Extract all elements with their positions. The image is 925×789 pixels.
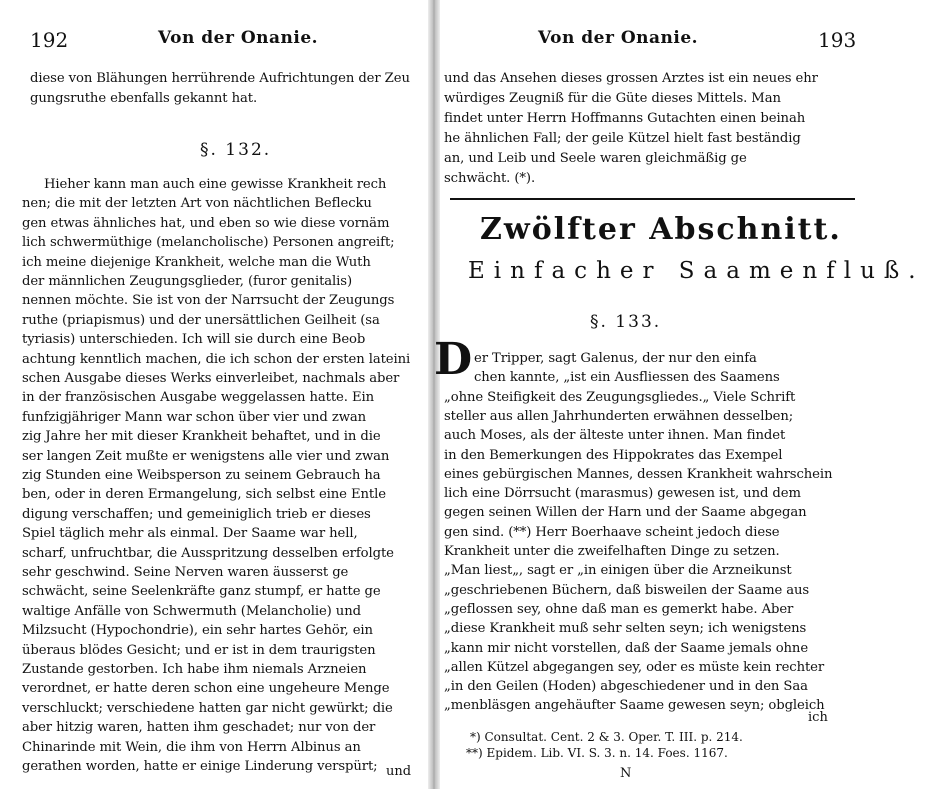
book-gutter: [428, 0, 440, 789]
text-line: he ähnlichen Fall; der geile Kützel hielt fast beständig: [444, 131, 801, 146]
text-line: nennen möchte. Sie ist von der Narrsucht der Zeugungs: [22, 293, 395, 309]
text-line: sehr geschwind. Seine Nerven waren äusserst ge: [22, 565, 349, 580]
text-line: auch Moses, als der älteste unter ihnen. Man findet: [444, 428, 786, 444]
text-line: lich eine Dörrsucht (marasmus) gewesen ist, und dem: [444, 486, 801, 502]
text-line: „ohne Steifigkeit des Zeugungsgliedes.„ Viele Schrift: [444, 389, 796, 405]
text-line: „in den Geilen (Hoden) abgeschiedener und in den Saa: [444, 679, 808, 695]
text-line: verschluckt; verschiedene hatten gar nicht gewürkt; die: [22, 700, 393, 716]
text-line: schen Ausgabe dieses Werks einverleibet, nachmals aber: [22, 371, 400, 386]
section-heading-132: §. 132.: [200, 140, 272, 160]
footnote-2: **) Epidem. Lib. VI. S. 3. n. 14. Foes. 1167.: [466, 746, 728, 760]
section-heading-133: §. 133.: [590, 312, 662, 332]
drop-cap: D: [434, 334, 473, 385]
text-line: schwächt. (*).: [444, 171, 536, 186]
page-number-right: 193: [818, 28, 857, 52]
signature-mark: N: [620, 766, 632, 781]
running-header-left: Von der Onanie.: [158, 28, 319, 48]
text-line: zig Jahre her mit dieser Krankheit behaftet, und in die: [22, 429, 381, 445]
left-page: [0, 0, 428, 789]
text-line: „menbläsgen angehäufter Saame gewesen seyn; obgleich: [444, 698, 825, 714]
text-line: und das Ansehen dieses grossen Arztes ist ein neues ehr: [444, 71, 818, 86]
catchword-left: und: [386, 764, 412, 779]
footnote-1: *) Consultat. Cent. 2 & 3. Oper. T. III. p. 214.: [470, 730, 743, 744]
text-line: „diese Krankheit muß sehr selten seyn; ich wenigstens: [444, 621, 807, 637]
page-number-left: 192: [30, 28, 69, 52]
text-line: digung verschaffen; und gemeiniglich trieb er dieses: [22, 506, 371, 522]
text-line: zig Stunden eine Weibsperson zu seinem Gebrauch ha: [22, 468, 381, 483]
text-line: Krankheit unter die zweifelhaften Dinge zu setzen.: [444, 544, 780, 559]
text-line: ser langen Zeit mußte er wenigstens alle vier und zwan: [22, 448, 390, 464]
text-line: ich meine diejenige Krankheit, welche man die Wuth: [22, 254, 371, 270]
text-line: an, und Leib und Seele waren gleichmäßig ge: [444, 151, 747, 166]
text-line: gen sind. (**) Herr Boerhaave scheint jedoch diese: [444, 524, 780, 540]
right-page: [434, 0, 925, 789]
text-line: lich schwermüthige (melancholische) Personen angreift;: [22, 235, 395, 251]
text-line: „geschriebenen Büchern, daß bisweilen der Saame aus: [444, 582, 810, 598]
text-line: „allen Kützel abgegangen sey, oder es müste kein rechter: [444, 659, 825, 675]
text-line: der männlichen Zeugungsglieder, (furor genitalis): [22, 274, 352, 289]
chapter-subtitle: Einfacher Saamenfluß.: [468, 258, 925, 284]
text-line: Hieher kann man auch eine gewisse Krankheit rech: [44, 177, 387, 192]
text-line: „geflossen sey, ohne daß man es gemerkt habe. Aber: [444, 601, 794, 617]
text-line: er Tripper, sagt Galenus, der nur den einfa: [474, 351, 757, 366]
text-line: tyriasis) unterschieden. Ich will sie durch eine Beob: [22, 332, 366, 348]
catchword-right: ich: [808, 710, 828, 725]
text-line: waltige Anfälle von Schwermuth (Melancholie) und: [22, 603, 361, 619]
text-line: findet unter Herrn Hoffmanns Gutachten einen beinah: [444, 111, 806, 126]
chapter-title: Zwölfter Abschnitt.: [480, 212, 842, 247]
text-line: ruthe (priapismus) und der unersättlichen Geilheit (sa: [22, 312, 380, 328]
text-line: funfzigjähriger Mann war schon über vier und zwan: [22, 409, 367, 425]
text-line: „kann mir nicht vorstellen, daß der Saame jemals ohne: [444, 640, 809, 656]
text-line: „Man liest„, sagt er „in einigen über die Arzneikunst: [444, 563, 792, 579]
chapter-divider-rule: [450, 198, 855, 200]
text-line: gen etwas ähnliches hat, und eben so wie diese vornäm: [22, 215, 390, 231]
text-line: schwächt, seine Seelenkräfte ganz stumpf, er hatte ge: [22, 584, 381, 600]
text-line: verordnet, er hatte deren schon eine ungeheure Menge: [22, 681, 390, 697]
text-line: gerathen worden, hatte er einige Linderung verspürt;: [22, 759, 378, 774]
text-line: gungsruthe ebenfalls gekannt hat.: [30, 91, 258, 106]
text-line: Spiel täglich mehr als einmal. Der Saame war hell,: [22, 526, 358, 542]
text-line: in der französischen Ausgabe weggelassen hatte. Ein: [22, 390, 374, 406]
text-line: Zustande gestorben. Ich habe ihm niemals Arzneien: [22, 662, 367, 677]
text-line: würdiges Zeugniß für die Güte dieses Mittels. Man: [444, 91, 781, 106]
text-line: chen kannte, „ist ein Ausfliessen des Saamens: [474, 370, 780, 386]
text-line: in den Bemerkungen des Hippokrates das Exempel: [444, 447, 783, 463]
text-line: eines gebürgischen Mannes, dessen Krankheit wahrschein: [444, 466, 833, 482]
text-line: scharf, unfruchtbar, die Ausspritzung desselben erfolgte: [22, 545, 394, 561]
text-line: Chinarinde mit Wein, die ihm von Herrn Albinus an: [22, 739, 361, 755]
text-line: Milzsucht (Hypochondrie), ein sehr hartes Gehör, ein: [22, 623, 373, 639]
text-line: überaus blödes Gesicht; und er ist in dem traurigsten: [22, 642, 376, 658]
text-line: nen; die mit der letzten Art von nächtlichen Beflecku: [22, 196, 372, 212]
text-line: ben, oder in deren Ermangelung, sich selbst eine Entle: [22, 487, 386, 503]
text-line: diese von Blähungen herrührende Aufrichtungen der Zeu: [30, 71, 410, 86]
running-header-right: Von der Onanie.: [538, 28, 699, 48]
text-line: aber hitzig waren, hatten ihm geschadet; nur von der: [22, 720, 376, 736]
text-line: gegen seinen Willen der Harn und der Saame abgegan: [444, 505, 807, 521]
text-line: achtung kenntlich machen, die ich schon der ersten lateini: [22, 351, 411, 367]
text-line: steller aus allen Jahrhunderten erwähnen desselben;: [444, 408, 794, 424]
